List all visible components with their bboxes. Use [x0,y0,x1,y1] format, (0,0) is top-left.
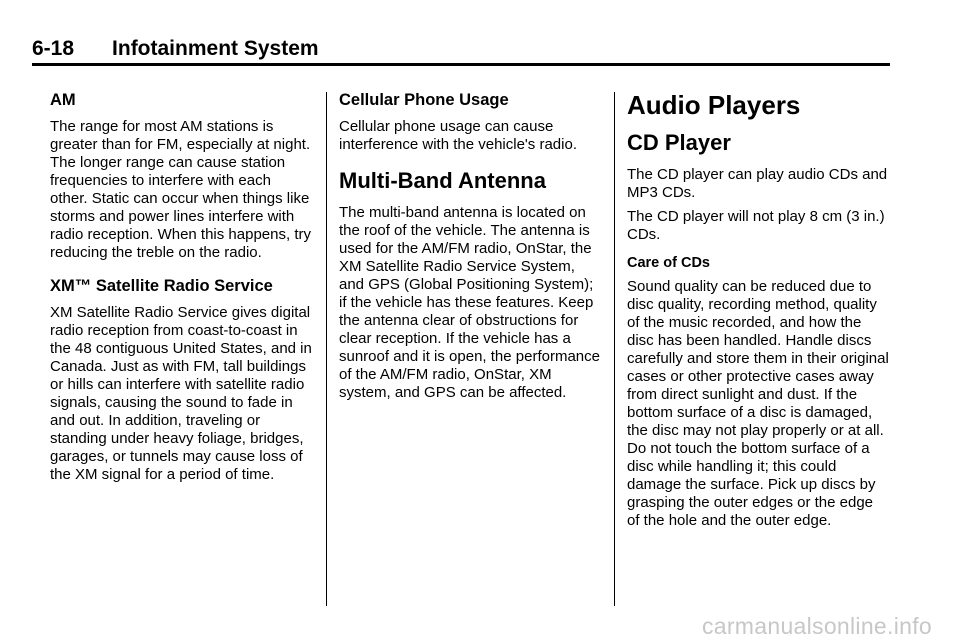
column-middle [339,90,603,408]
column-divider-2 [614,92,615,606]
antenna-paragraph: The multi-band antenna is located on the roof of the vehicle. The antenna is used for the AM/FM radio, OnStar, the XM Satellite Radio Service System, and GPS (Global Positioning System); if the vehicle has these features. Keep the antenna clear of obstructions for clear reception. If the vehicle has a sunroof and it is open, the performance of the AM/FM radio, OnStar, XM system, and GPS can be affected. [339,204,600,401]
cd-paragraph-2: The CD player will not play 8 cm (3 in.) CDs. [627,208,885,243]
column-right [627,90,889,536]
am-heading: AM [50,91,76,109]
xm-paragraph: XM Satellite Radio Service gives digital radio reception from coast-to-coast in the 48 contiguous United States, and in Canada. Just as with FM, tall buildings or hills can interfere with satellite radio signals, causing the sound to fade in and out. In addition, traveling or standing under heavy foliage, bridges, garages, or tunnels may cause loss of the XM signal for a period of time. [50,304,312,483]
antenna-heading: Multi-Band Antenna [339,168,546,193]
audio-players-heading: Audio Players [627,90,801,120]
column-divider-1 [326,92,327,606]
cellular-heading: Cellular Phone Usage [339,91,509,109]
care-heading: Care of CDs [627,255,710,271]
column-left [50,90,312,490]
xm-heading: XM™ Satellite Radio Service [50,277,273,295]
header-rule [32,63,890,66]
page-header [32,36,890,62]
cd-player-heading: CD Player [627,130,731,155]
cellular-paragraph: Cellular phone usage can cause interference with the vehicle's radio. [339,118,577,153]
page-number: 6-18 [32,37,75,60]
cd-paragraph-1: The CD player can play audio CDs and MP3 CDs. [627,166,888,201]
watermark: carmanualsonline.info [701,613,932,639]
section-title: Infotainment System [112,37,319,60]
am-paragraph: The range for most AM stations is greater than for FM, especially at night. The longer range can cause station frequencies to interfere with each other. Static can occur when things like storms and power lines interfere with radio reception. When this happens, try reducing the treble on the radio. [50,118,311,261]
care-paragraph: Sound quality can be reduced due to disc quality, recording method, quality of the music recorded, and how the disc has been handled. Handle discs carefully and store them in their original cases or other protective cases away from direct sunlight and dust. If the bottom surface of a disc is damaged, the disc may not play properly or at all. Do not touch the bottom surface of a disc while handling it; this could damage the surface. Pick up discs by grasping the outer edges or the edge of the hole and the outer edge. [627,278,889,529]
